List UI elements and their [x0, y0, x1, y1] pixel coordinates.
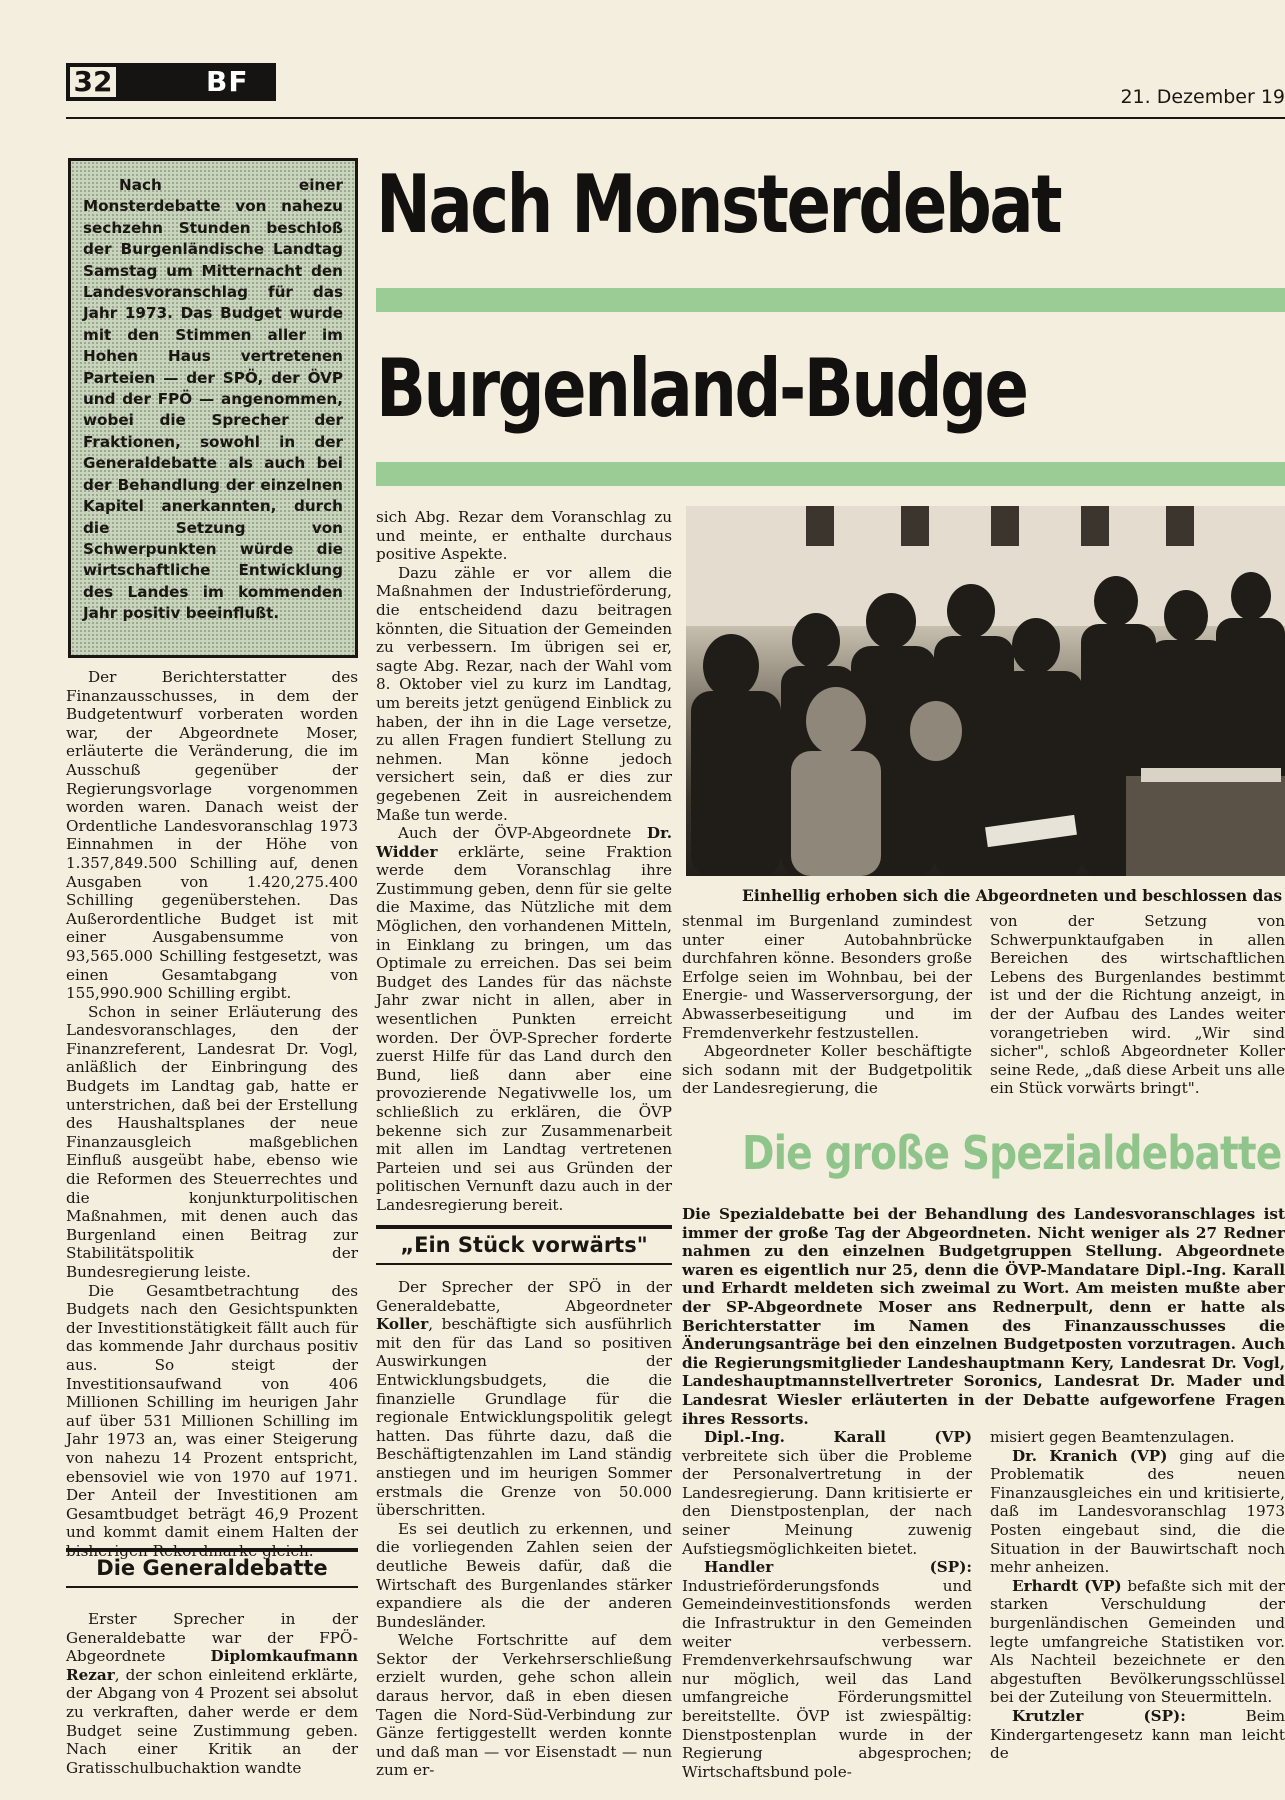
subhead-generaldebatte: Die Generaldebatte — [66, 1548, 358, 1588]
col4b-paragraph-2: Erhardt (VP) befaßte sich mit der starken Verschuldung der burgenländischen Gemeinden und legte umfangreiche Statistiken vor. Als Nachteil bezeichnete er den abgestuften Bevölkerungsschlüssel bei der Zuteilung von Steuermitteln. — [990, 1576, 1285, 1707]
column-3 — [682, 912, 972, 1098]
col2-paragraph-2: Dazu zähle er vor allem die Maßnahmen der Industrieförderung, die entscheidend dazu beitragen könnten, die Situation der Gemeinden zu verbessern. Im übrigen sei er, sagte Abg. Rezar, nach der Wahl vom 8. Oktober viel zu kurz im Landtag, um bereits jetzt genügend Einblick zu haben, der ihn in die Lage versetze, zu allen Fragen fundiert Stellung zu nehmen. Man könne jedoch versichert sein, daß er dies zur gegebenen Zeit in ausreichendem Maße tun werde. — [376, 563, 672, 824]
col1-paragraph-3: Die Gesamtbetrachtung des Budgets nach den Gesichtspunkten der Investitionstätigkeit fällt auch für das kommende Jahr durchaus positiv aus. So steigt der Investitionsaufwand von 406 Millionen Schilling im heurigen Jahr auf über 531 Millionen Schilling im Jahr 1973 an, was einer Steigerung von nahezu 14 Prozent entspricht, ebensoviel wie von 1970 auf 1971. Der Anteil der Investitionen am Gesamtbudget beträgt 46,9 Prozent und kommt damit einem Halten der bisherigen Rekordmarke gleich. — [66, 1281, 358, 1560]
column-1 — [66, 668, 358, 1561]
spezialdebatte-lead: Die Spezialdebatte bei der Behandlung des Landesvoranschlages ist immer der große Tag der Abgeordneten. Nicht weniger als 27 Redner nahmen zu den einzelnen Budgetgruppen Stellung. Abgeordnete waren es eigentlich nur 25, denn die ÖVP-Mandatare Dipl.-Ing. Karall und Erhardt meldeten sich zweimal zu Wort. Am meisten mußte aber der SP-Abgeordnete Moser ans Rednerpult, denn er hatte als Berichterstatter im Namen des Finanzausschusses die Änderungsanträge bei den einzelnen Budgetposten vorzutragen. Auch die Regierungsmitglieder Landeshauptmann Kery, Landesrat Dr. Vogl, Landeshauptmannstellvertreter Soronics, Landesrat Dr. Mader und Landesrat Wiesler erläuterten in der Debatte aufgeworfene Fragen ihres Ressorts. — [682, 1205, 1285, 1428]
speaker-name: Handler (SP): — [704, 1558, 972, 1577]
press-photo — [686, 506, 1285, 876]
subhead-ein-stueck-vorwaerts: „Ein Stück vorwärts" — [376, 1225, 672, 1265]
column-4-lower — [990, 1428, 1285, 1763]
col2-paragraph-1: sich Abg. Rezar dem Voranschlag zu und meinte, er enthalte durchaus positive Aspekte. — [376, 508, 672, 564]
headline-line-2: Burgenland-Budge — [376, 342, 1027, 435]
speaker-name: Erhardt (VP) — [1012, 1576, 1122, 1595]
photo-illustration — [686, 506, 1285, 876]
col4b-paragraph-0: misiert gegen Beamtenzulagen. — [990, 1428, 1235, 1446]
col2-paragraph-3: Auch der ÖVP-Abgeordnete Dr. Widder erklärte, seine Fraktion werde dem Voranschlag ihre Zustimmung geben, denn für sie gelte die Maxime, das Nützliche mit dem Möglichen, den vorhandenen Mitteln, in Einklang zu bringen, um das Optimale zu erreichen. Das sei beim Budget des Landes für das nächste Jahr zwar nicht in allen, aber in wesentlichen Punkten erreicht worden. Der ÖVP-Sprecher forderte zuerst Hilfe für das Land durch den Bund, ließ dann aber eine provozierende Negativwelle los, um schließlich zu erklären, die ÖVP bekenne sich zur Zusammenarbeit mit allen im Landtag vertretenen Parteien und sei aus Gründen der politischen Vernunft dazu auch in der Landesregierung bereit. — [376, 824, 672, 1214]
speaker-name: Dr. Kranich (VP) — [1012, 1446, 1168, 1465]
page-number: 32 — [68, 65, 118, 99]
intro-box: Nach einer Monsterdebatte von nahezu sechzehn Stunden beschloß der Burgenländische Landtag Samstag um Mitternacht den Landesvoranschlag für das Jahr 1973. Das Budget wurde mit den Stimmen aller im Hohen Haus vertretenen Parteien — der SPÖ, der ÖVP und der FPÖ — angenommen, wobei die Sprecher der Fraktionen, sowohl in der Generaldebatte als auch bei der Behandlung der einzelnen Kapitel anerkannten, durch die Setzung von Schwerpunkten würde die wirtschaftliche Entwicklung des Landes im kommenden Jahr positiv beeinflußt. — [68, 158, 358, 658]
speaker-name: Dr. Widder — [376, 824, 672, 861]
col3b-paragraph-1: Dipl.-Ing. Karall (VP) verbreitete sich über die Probleme der Personalvertretung in der Landesregierung. Dann kritisierte er den Dienstpostenplan, der nach seiner Meinung zuwenig Aufstiegsmöglichkeiten bietet. — [682, 1428, 972, 1558]
col2-paragraph-5: Es sei deutlich zu erkennen, und die vorliegenden Zahlen seien der deutliche Beweis dafür, daß die Wirtschaft des Burgenlandes stärker expandiere als die der anderen Bundesländer. — [376, 1519, 672, 1631]
col1-paragraph-1: Der Berichterstatter des Finanzausschusses, in dem der Budgetentwurf vorberaten worden war, der Abgeordnete Moser, erläuterte die Veränderung, die im Ausschuß gegenüber der Regierungsvorlage vorgenommen worden waren. Danach weist der Ordentliche Landesvoranschlag 1973 Einnahmen in der Höhe von 1.357,849.500 Schilling auf, denen Ausgaben von 1.420,275.400 Schilling gegenüberstehen. Das Außerordentliche Budget ist mit einer Ausgabensumme von 93,565.000 Schilling festgesetzt, was einen Gesamtabgang von 155,990.900 Schilling ergibt. — [66, 668, 358, 1003]
page-number-block — [66, 63, 276, 101]
column-2-lower — [376, 1278, 672, 1780]
issue-date: 21. Dezember 19 — [1120, 86, 1285, 108]
col3-paragraph-1: stenmal im Burgenland zumindest unter einer Autobahnbrücke durchfahren könne. Besonders große Erfolge seien im Wohnbau, bei der Energie- und Wasserversorgung, der Abwasserbeseitigung und im Fremdenverkehr festzustellen. — [682, 912, 972, 1042]
speaker-name: Dipl.-Ing. Karall (VP) — [704, 1428, 972, 1446]
column-1-lower — [66, 1610, 358, 1777]
col4b-paragraph-1: Dr. Kranich (VP) ging auf die Problematik des neuen Finanzausgleiches ein und kritisierte, daß im Landesvoranschlag 1973 Posten eingebaut sind, die die Situation in der Bauwirtschaft noch mehr anheizen. — [990, 1446, 1285, 1577]
col3-paragraph-2: Abgeordneter Koller beschäftigte sich sodann mit der Budgetpolitik der Landesregierung, die — [682, 1042, 972, 1098]
section-label: BF — [206, 65, 249, 98]
col4b-paragraph-3: Krutzler (SP): Beim Kindergartengesetz kann man leicht de — [990, 1706, 1285, 1763]
col2-paragraph-6: Welche Fortschritte auf dem Sektor der Verkehrserschließung erzielt wurden, gehe schon allein daraus hervor, daß in eben diesen Tagen die Nord-Süd-Verbindung zur Gänze fertiggestellt werden konnte und daß man — vor Eisenstadt — nun zum er- — [376, 1631, 672, 1780]
col3b-paragraph-2: Handler (SP): Industrieförderungsfonds und Gemeindeinvestitionsfonds werden die Infrastruktur in den Gemeinden weiter verbessern. Fremdenverkehrsaufschwung war nur möglich, weil das Land umfangreiche Förderungsmittel bereitstellte. ÖVP ist zwiespältig: Dienstpostenplan wurde in der Regierung abgesprochen; Wirtschaftsbund pole- — [682, 1558, 972, 1781]
col4-paragraph-1: von der Setzung von Schwerpunktaufgaben in allen Bereichen des wirtschaftlichen Lebens des Burgenlandes bestimmt ist und der die Richtung anzeigt, in der der Aufbau des Landes weiter vorangetrieben wird. „Wir sind sicher", schloß Abgeordneter Koller seine Rede, „daß diese Arbeit uns alle ein Stück vorwärts bringt". — [990, 912, 1285, 1098]
col1-paragraph-2: Schon in seiner Erläuterung des Landesvoranschlages, den der Finanzreferent, Landesrat Dr. Vogl, anläßlich der Einbringung des Budgets im Landtag gab, hatte er unterstrichen, daß bei der Erstellung des Haushaltsplanes der neue Finanzausgleich maßgeblichen Einfluß ausgeübt habe, ebenso wie die Reformen des Steuerrechtes und die konjunkturpolitischen Maßnahmen, mit denen auch das Burgenland einen Beitrag zur Stabilitätspolitik der Bundesregierung leiste. — [66, 1002, 358, 1281]
col1-paragraph-4: Erster Sprecher in der Generaldebatte war der FPÖ-Abgeordnete Diplomkaufmann Rezar, der schon einleitend erklärte, der Abgang von 4 Prozent sei absolut zu verkraften, daher werde er dem Budget seine Zustimmung geben. Nach einer Kritik an der Gratisschulbuchaktion wandte — [66, 1610, 358, 1777]
column-4 — [990, 912, 1285, 1098]
green-bar-1 — [376, 288, 1285, 312]
headline-line-1: Nach Monsterdebat — [376, 158, 1061, 251]
col2-paragraph-4: Der Sprecher der SPÖ in der Generaldebatte, Abgeordneter Koller, beschäftigte sich ausführlich mit den für das Land so positiven Auswirkungen der Entwicklungsbudgets, die die finanzielle Grundlage für die regionale Entwicklungspolitik gelegt hatten. Das führte dazu, daß die Beschäftigtenzahlen im Land ständig anstiegen und im heurigen Sommer erstmals die Grenze von 50.000 überschritten. — [376, 1278, 672, 1520]
speaker-name: Koller — [376, 1315, 429, 1334]
green-bar-2 — [376, 462, 1285, 486]
header-rule — [66, 117, 1285, 119]
spezialdebatte-title: Die große Spezialdebatte — [742, 1126, 1282, 1180]
column-3-lower — [682, 1428, 972, 1781]
column-2 — [376, 508, 672, 1215]
speaker-name: Diplomkaufmann Rezar — [66, 1647, 358, 1684]
speaker-name: Krutzler (SP): — [1012, 1706, 1186, 1725]
photo-caption: Einhellig erhoben sich die Abgeordneten und beschlossen das — [742, 886, 1283, 905]
